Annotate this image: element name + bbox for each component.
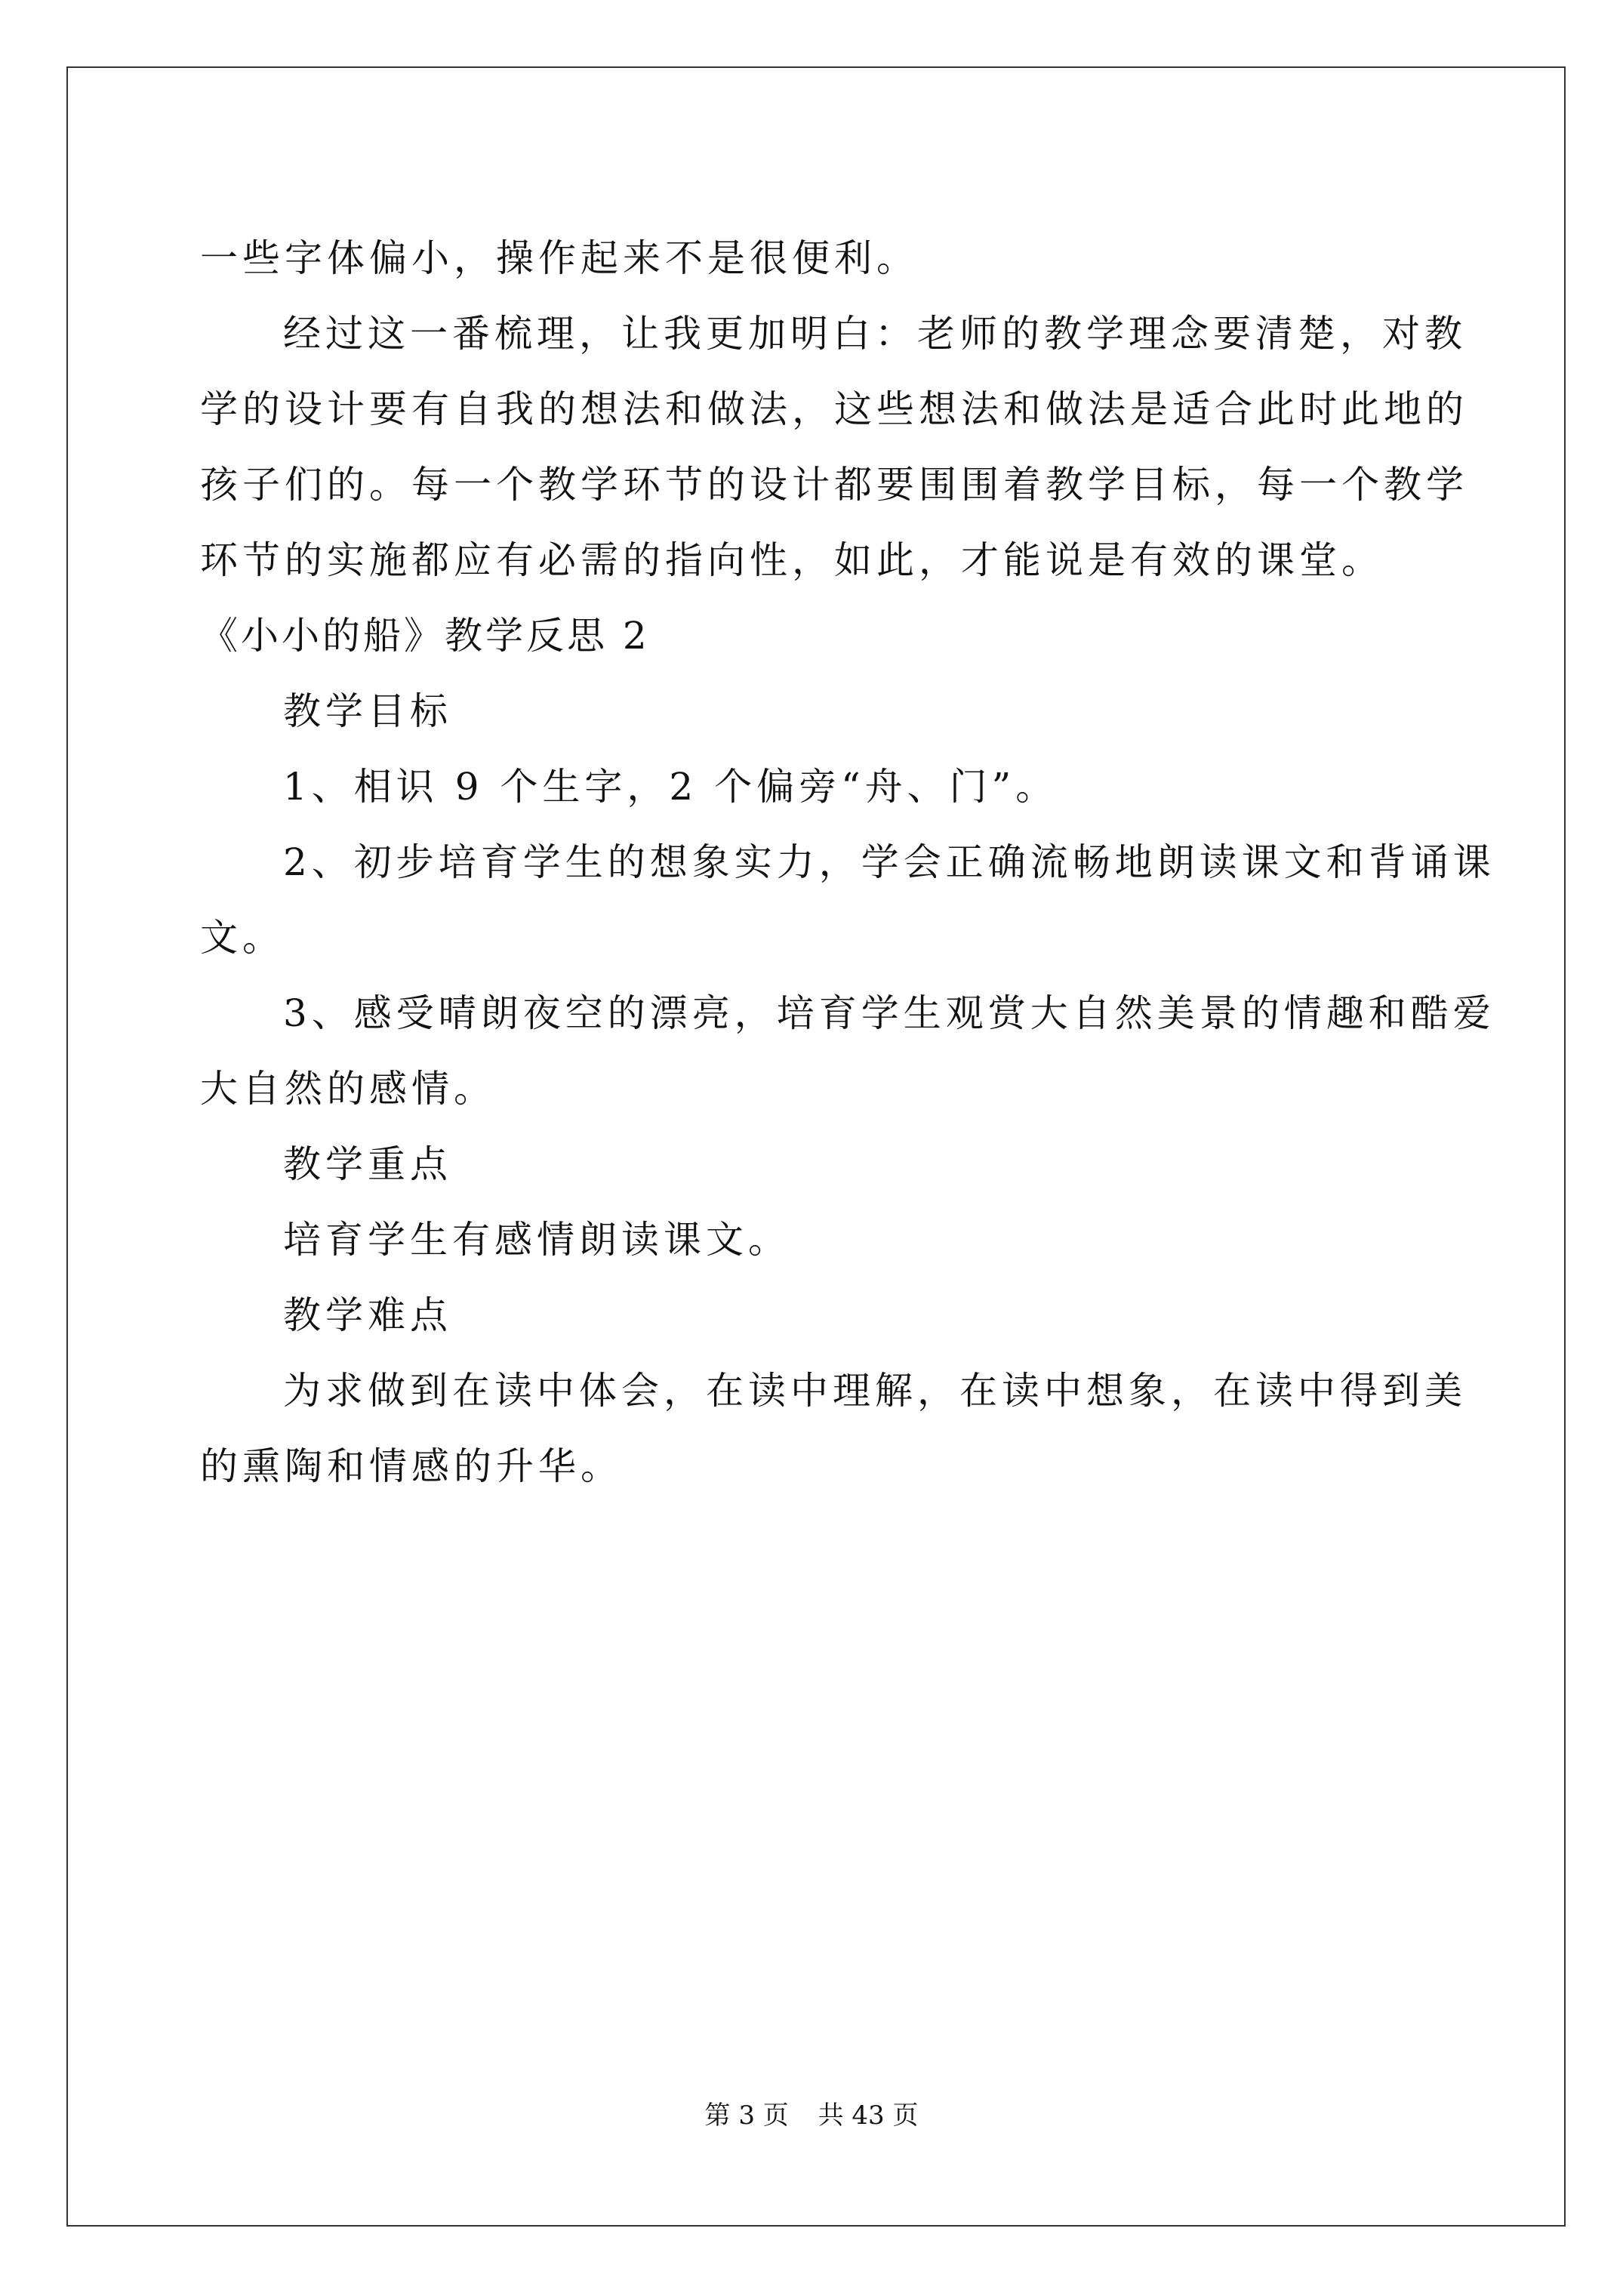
current-page-label: 第 3 页 — [704, 2100, 789, 2131]
document-body — [200, 220, 1495, 1504]
paragraph-line: 一些字体偏小，操作起来不是很便利。 — [200, 236, 919, 280]
paragraph-line: 经过这一番梳理，让我更加明白：老师的教学理念要清楚，对教 — [283, 312, 1467, 356]
paragraph-line: 环节的实施都应有必需的指向性，如此，才能说是有效的课堂。 — [200, 538, 1384, 582]
subheading-teaching-goals: 教学目标 — [283, 689, 452, 733]
list-item: 1、相识 9 个生字，2 个偏旁“舟、门”。 — [283, 765, 1058, 809]
list-item-continuation: 大自然的感情。 — [200, 1067, 496, 1111]
paragraph-line: 的熏陶和情感的升华。 — [200, 1444, 623, 1488]
paragraph-line: 孩子们的。每一个教学环节的设计都要围围着教学目标，每一个教学 — [200, 463, 1468, 507]
paragraph-line: 培育学生有感情朗读课文。 — [283, 1218, 790, 1262]
total-pages-label: 共 43 页 — [818, 2100, 919, 2131]
section-title: 《小小的船》教学反思 2 — [200, 614, 650, 658]
list-item-continuation: 文。 — [200, 916, 285, 960]
list-item: 3、感受晴朗夜空的漂亮，培育学生观赏大自然美景的情趣和酷爱 — [283, 991, 1495, 1035]
subheading-key-points: 教学重点 — [283, 1142, 452, 1186]
list-item: 2、初步培育学生的想象实力，学会正确流畅地朗读课文和背诵课 — [283, 840, 1495, 884]
page-footer — [0, 2100, 1623, 2131]
paragraph-line: 为求做到在读中体会，在读中理解，在读中想象，在读中得到美 — [283, 1369, 1467, 1413]
paragraph-line: 学的设计要有自我的想法和做法，这些想法和做法是适合此时此地的 — [200, 387, 1468, 431]
subheading-difficulties: 教学难点 — [283, 1293, 452, 1337]
